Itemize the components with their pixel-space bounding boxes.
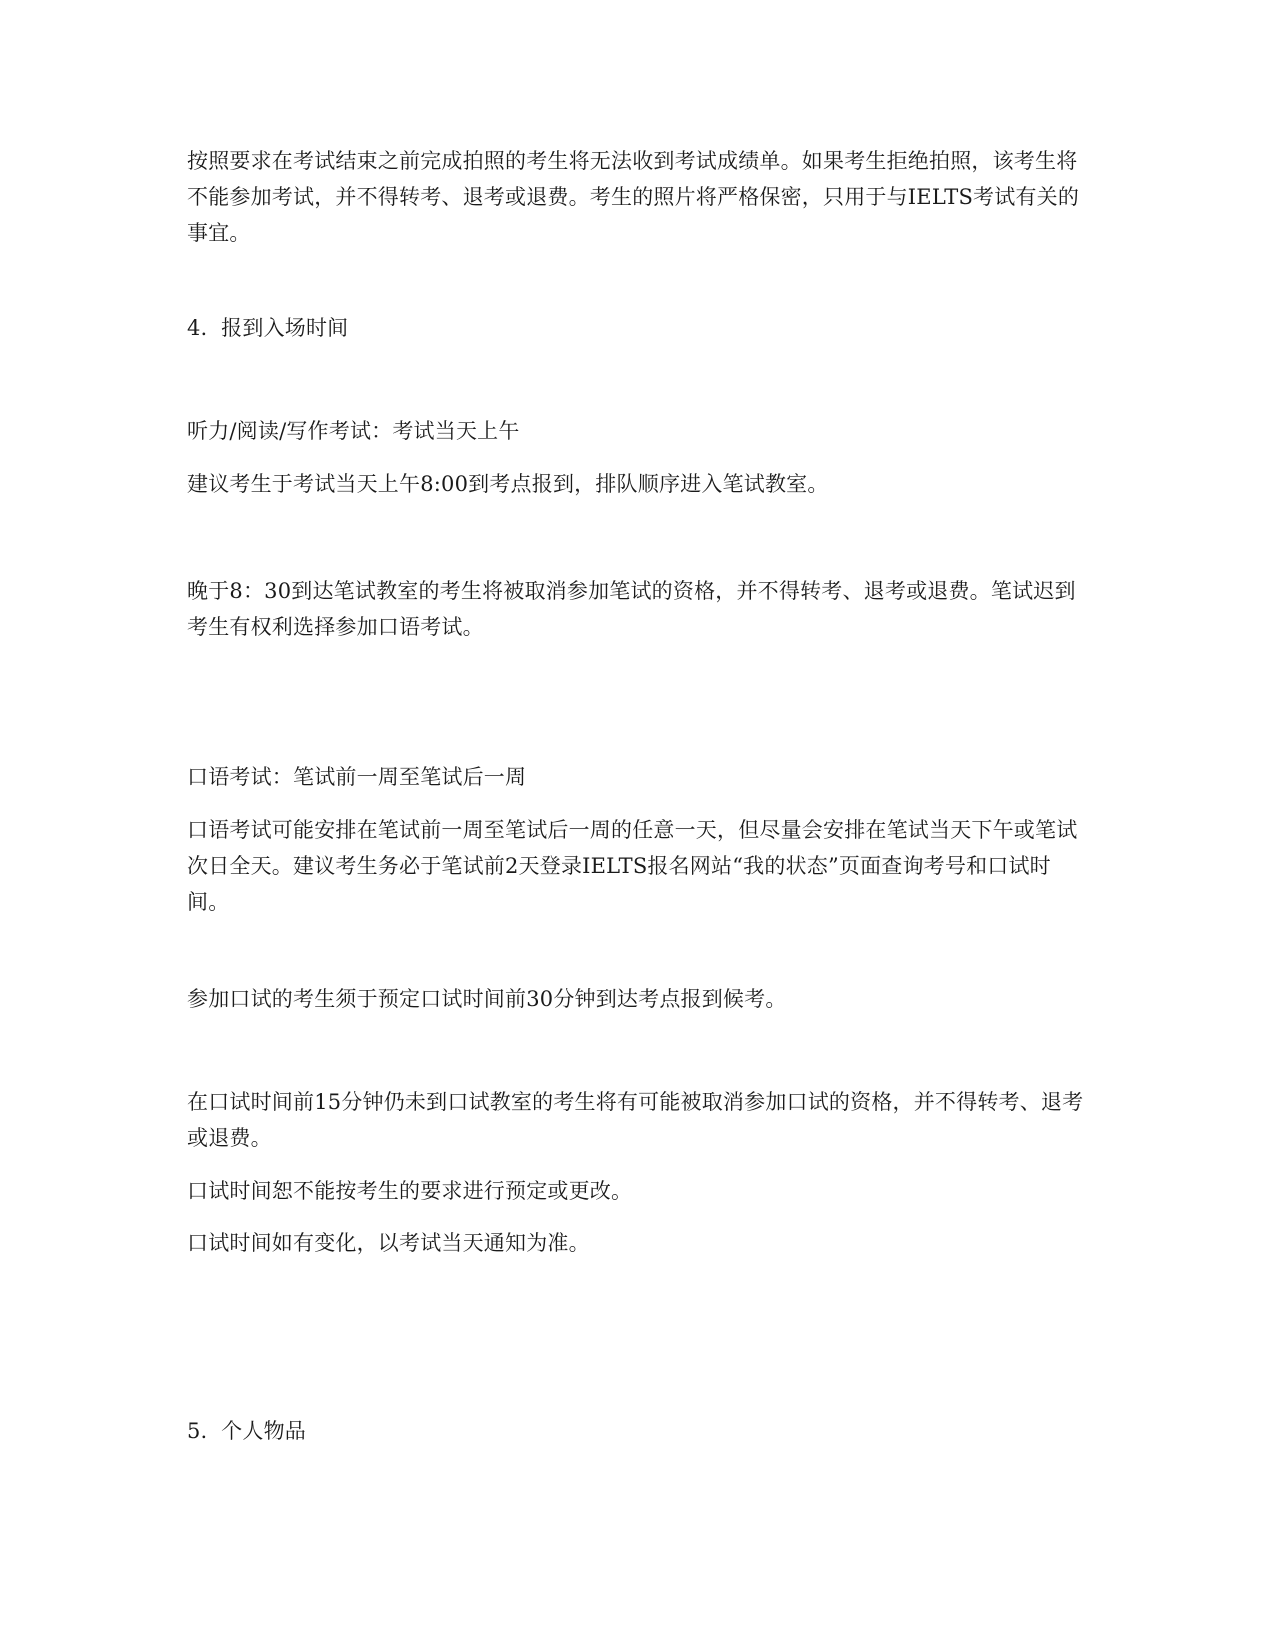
section-heading-5: 5. 个人物品 (187, 1419, 306, 1443)
speaking-exam-notice: 口试时间如有变化，以考试当天通知为准。 (187, 1231, 590, 1255)
written-exam-title: 听力/阅读/写作考试：考试当天上午 (187, 419, 520, 443)
speaking-exam-title: 口语考试：笔试前一周至笔试后一周 (187, 765, 527, 789)
section-heading-4: 4. 报到入场时间 (187, 316, 349, 340)
speaking-exam-arrival: 参加口试的考生须于预定口试时间前30分钟到达考点报到候考。 (187, 987, 787, 1011)
photo-policy-paragraph: 按照要求在考试结束之前完成拍照的考生将无法收到考试成绩单。如果考生拒绝拍照，该考生将不能参加考试，并不得转考、退考或退费。考生的照片将严格保密，只用于与IELTS考试有关的事宜。 (187, 149, 1080, 245)
written-exam-late-policy: 晚于8：30到达笔试教室的考生将被取消参加笔试的资格，并不得转考、退考或退费。笔试迟到考生有权利选择参加口语考试。 (187, 579, 1076, 639)
speaking-exam-late-policy: 在口试时间前15分钟仍未到口试教室的考生将有可能被取消参加口试的资格，并不得转考、退考或退费。 (187, 1090, 1084, 1150)
speaking-exam-schedule: 口语考试可能安排在笔试前一周至笔试后一周的任意一天，但尽量会安排在笔试当天下午或笔试次日全天。建议考生务必于笔试前2天登录IELTS报名网站“我的状态”页面查询考号和口试时间。 (187, 818, 1078, 914)
speaking-exam-no-change: 口试时间恕不能按考生的要求进行预定或更改。 (187, 1179, 633, 1203)
written-exam-checkin: 建议考生于考试当天上午8:00到考点报到，排队顺序进入笔试教室。 (187, 472, 829, 496)
